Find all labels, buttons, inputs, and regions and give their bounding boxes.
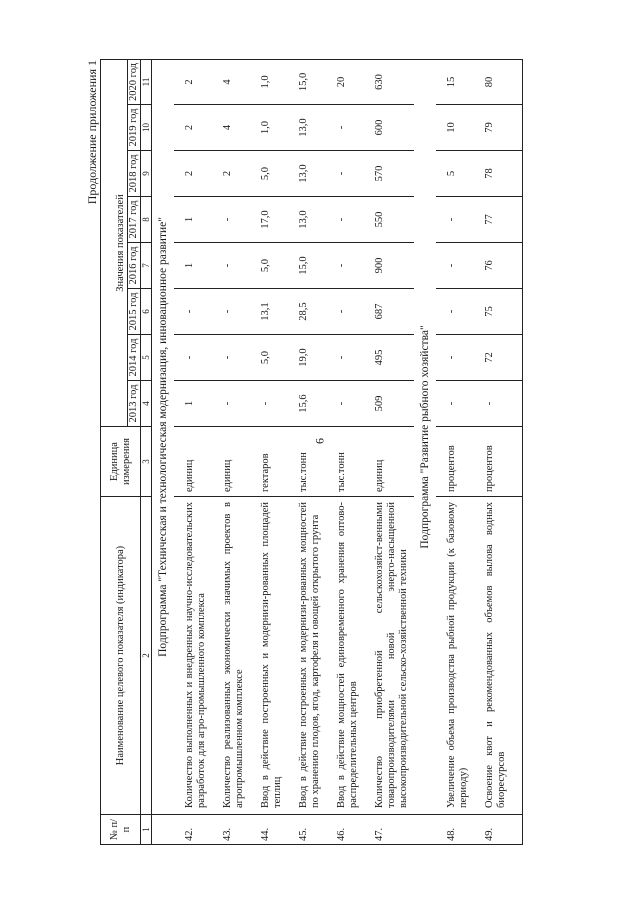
indicator-value: 15 [436,59,474,104]
indicator-value: 79 [474,105,512,151]
unit-of-measure: единиц [364,427,414,497]
indicator-value: 76 [474,243,512,289]
header-column-number: 6 [141,289,152,335]
header-column-number: 11 [141,59,152,104]
header-col-unit: Единица измерения [101,427,141,497]
indicator-value: - [474,381,512,427]
indicator-value: 600 [364,105,414,151]
indicator-value: - [436,381,474,427]
row-number: 42. [174,815,212,845]
indicator-value: 5,0 [250,243,288,289]
header-values-group: Значения показателей [101,59,128,426]
header-year: 2013 год [128,381,141,427]
indicator-value: 4 [212,59,250,104]
indicator-name: Увеличение объема производства рыбной продукции (к базовому периоду) [436,497,474,815]
header-year: 2020 год [128,59,141,104]
row-number: 45. [288,815,326,845]
indicator-value: 2 [174,105,212,151]
indicator-value: 19,0 [288,335,326,381]
indicator-value: 5,0 [250,335,288,381]
indicator-value: 80 [474,59,512,104]
table-row [250,59,288,844]
indicator-value: 570 [364,151,414,197]
indicator-name: Количество выполненных и внедренных научно-исследовательских разработок для агро-промышленного комплекса [174,497,212,815]
indicator-value: - [326,243,364,289]
table-row [474,59,512,844]
indicator-value: 2 [174,151,212,197]
empty-cell [512,335,523,381]
indicator-value: 10 [436,105,474,151]
header-column-number: 5 [141,335,152,381]
unit-of-measure: единиц [212,427,250,497]
indicator-value: - [326,335,364,381]
indicator-value: 630 [364,59,414,104]
indicators-table [100,59,523,845]
empty-cell [512,151,523,197]
indicator-value: - [326,289,364,335]
indicator-value: 17,0 [250,197,288,243]
indicator-value: 2 [212,151,250,197]
indicator-value: - [436,243,474,289]
rotated-page-content [85,60,553,845]
indicator-value: 1 [174,381,212,427]
empty-cell [512,243,523,289]
header-column-number: 4 [141,381,152,427]
section-title: Подпрограмма "Техническая и технологическая модернизация, инновационное развитие" [152,59,175,814]
unit-of-measure: процентов [436,427,474,497]
indicator-value: 1,0 [250,59,288,104]
indicator-name: Ввод в действие построенных и модернизи-рованных мощностей по хранению плодов, ягод, картофеля и овощей открытого грунта [288,497,326,815]
indicator-value: 28,5 [288,289,326,335]
indicator-name: Ввод в действие мощностей единовременного хранения оптово-распределительных центров [326,497,364,815]
header-column-number: 9 [141,151,152,197]
indicator-value: - [250,381,288,427]
header-column-number: 2 [141,497,152,815]
indicator-value: - [174,289,212,335]
empty-cell [512,197,523,243]
empty-cell [512,59,523,104]
indicator-value: 77 [474,197,512,243]
indicator-value: - [212,243,250,289]
indicator-value: - [212,381,250,427]
row-number: 44. [250,815,288,845]
unit-of-measure: тыс.тонн [288,427,326,497]
header-year: 2015 год [128,289,141,335]
indicator-value: - [212,197,250,243]
section-title: Подпрограмма "Развитие рыбного хозяйства" [414,59,436,814]
indicator-value: - [326,197,364,243]
indicator-value: - [174,335,212,381]
indicator-name: Количество приобретенной сельскохозяйст-венными товаропроизводителями новой энерго-насыщенной высокопроизводительной сельско-хозяйственной техники [364,497,414,815]
indicator-value: 495 [364,335,414,381]
indicator-value: 13,1 [250,289,288,335]
indicator-value: - [326,105,364,151]
page-number: 6 [312,438,327,444]
empty-cell [512,497,523,815]
header-col-no: № п/п [101,815,141,845]
empty-cell [512,289,523,335]
empty-cell [512,381,523,427]
header-year: 2018 год [128,151,141,197]
indicator-value: 550 [364,197,414,243]
unit-of-measure: тыс.тонн [326,427,364,497]
header-year: 2014 год [128,335,141,381]
unit-of-measure: гектаров [250,427,288,497]
indicator-value: 1 [174,197,212,243]
indicator-value: - [212,289,250,335]
indicator-value: 1 [174,243,212,289]
indicator-value: 75 [474,289,512,335]
table-row [288,59,326,844]
header-year: 2017 год [128,197,141,243]
header-column-number: 3 [141,427,152,497]
indicator-value: 5,0 [250,151,288,197]
header-column-number: 1 [141,815,152,845]
indicator-value: - [326,381,364,427]
indicator-name: Количество реализованных экономически значимых проектов в агропромышленном комплексе [212,497,250,815]
indicator-value: - [436,335,474,381]
empty-cell [512,105,523,151]
appendix-note: Продолжение приложения 1 [85,60,99,205]
indicator-value: 687 [364,289,414,335]
empty-cell [414,815,436,845]
indicator-name: Освоение квот и рекомендованных объемов вылова водных биоресурсов [474,497,512,815]
indicator-value: 5 [436,151,474,197]
table-row [212,59,250,844]
indicator-value: - [436,197,474,243]
empty-cell [152,815,175,845]
row-number: 48. [436,815,474,845]
indicator-value: 15,0 [288,243,326,289]
unit-of-measure: процентов [474,427,512,497]
empty-cell [512,427,523,497]
row-number: 46. [326,815,364,845]
row-number: 47. [364,815,414,845]
header-column-number: 10 [141,105,152,151]
indicator-value: 15,0 [288,59,326,104]
table-row [174,59,212,844]
indicator-value: 13,0 [288,197,326,243]
header-year: 2019 год [128,105,141,151]
indicator-name: Ввод в действие построенных и модернизи-рованных площадей теплиц [250,497,288,815]
header-year: 2016 год [128,243,141,289]
table-row [326,59,364,844]
indicator-value: - [212,335,250,381]
indicator-value: - [326,151,364,197]
table-row [436,59,474,844]
unit-of-measure: единиц [174,427,212,497]
header-col-name: Наименование целевого показателя (индикатора) [101,497,141,815]
indicator-value: 15,6 [288,381,326,427]
indicator-value: 78 [474,151,512,197]
table-bottom-spacer [512,59,523,844]
indicator-value: 900 [364,243,414,289]
indicator-value: 1,0 [250,105,288,151]
header-column-number: 8 [141,197,152,243]
indicator-value: 20 [326,59,364,104]
indicator-value: 509 [364,381,414,427]
row-number: 43. [212,815,250,845]
section-row [152,59,175,844]
table-row [364,59,414,844]
row-number: 49. [474,815,512,845]
empty-cell [512,815,523,845]
header-column-number: 7 [141,243,152,289]
indicator-value: 2 [174,59,212,104]
section-row [414,59,436,844]
indicator-value: 13,0 [288,151,326,197]
indicator-value: 72 [474,335,512,381]
indicator-value: 13,0 [288,105,326,151]
indicator-value: 4 [212,105,250,151]
indicator-value: - [436,289,474,335]
